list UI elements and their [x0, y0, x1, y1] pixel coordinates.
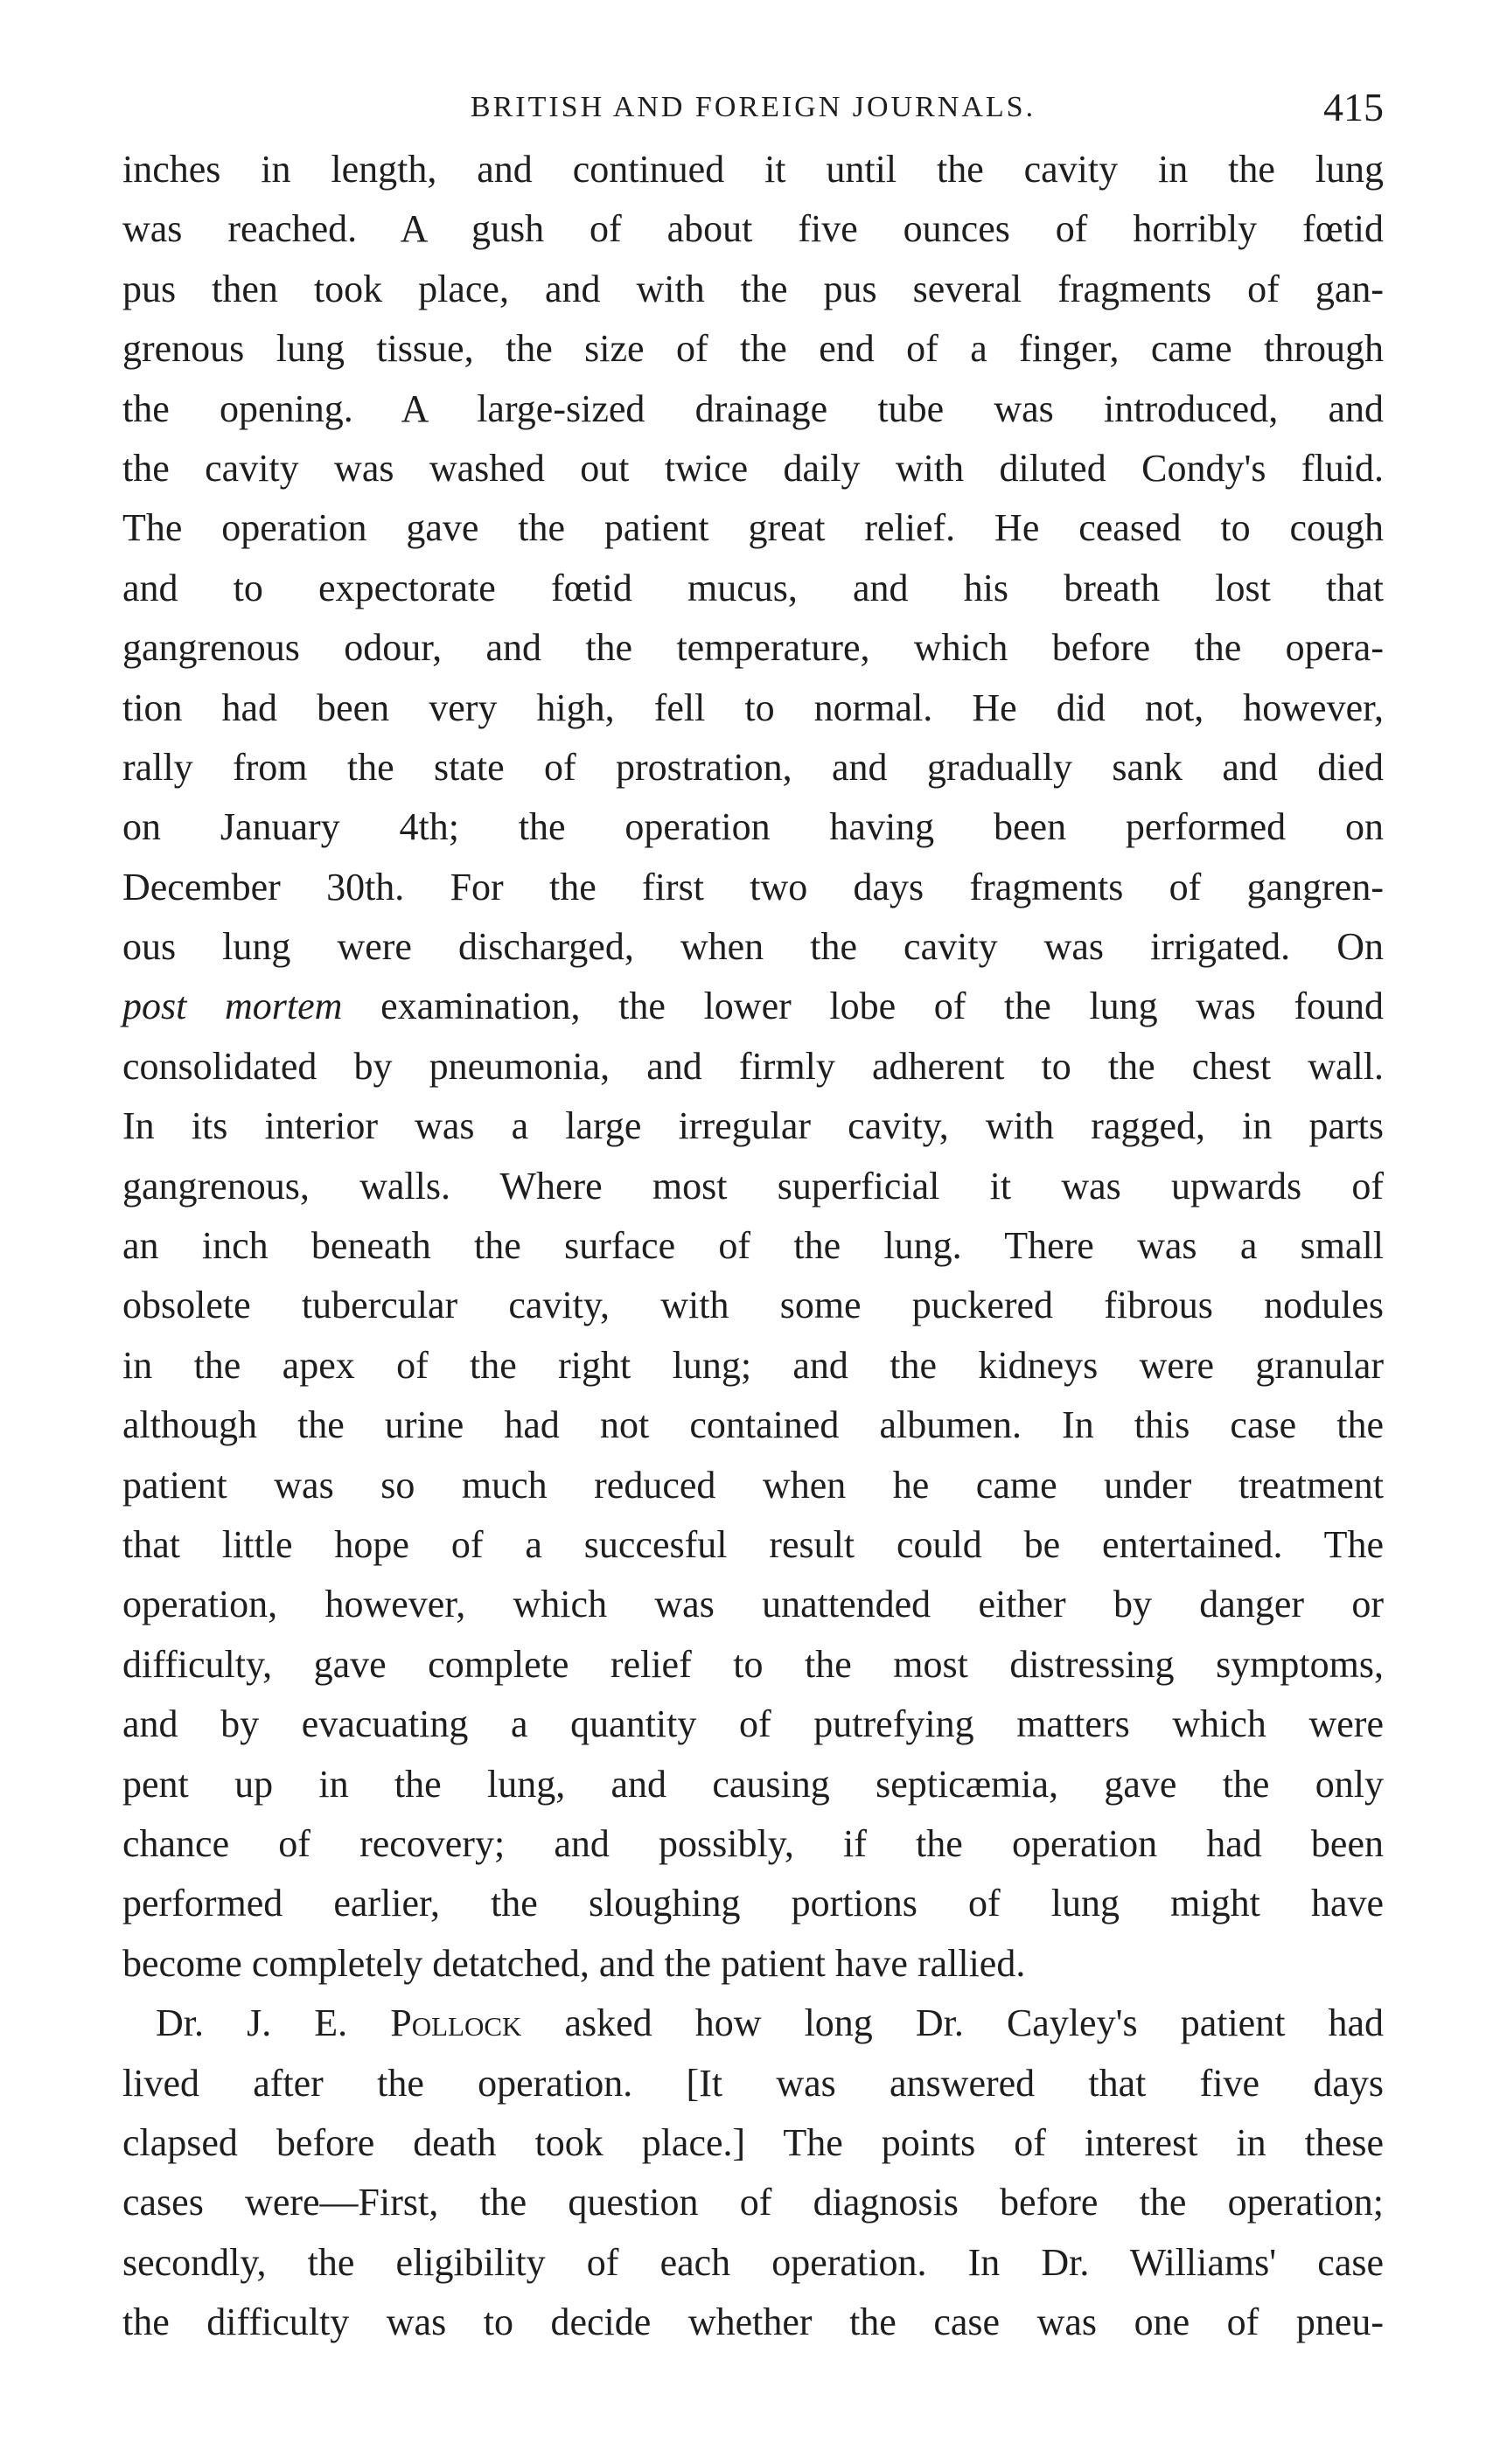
text-line: ous lung were discharged, when the cavity was irrigated. On [122, 925, 1384, 969]
text-line: the cavity was washed out twice daily with diluted Condy's fluid. [122, 446, 1384, 490]
text-line: In its interior was a large irregular cavity, with ragged, in parts [122, 1104, 1384, 1148]
text-line: clapsed before death took place.] The points of interest in these [122, 2120, 1384, 2164]
text-line: difficulty, gave complete relief to the most distressing symptoms, [122, 1642, 1384, 1686]
text-line: December 30th. For the first two days fragments of gangren- [122, 865, 1384, 908]
text-line: pent up in the lung, and causing septicæmia, gave the only [122, 1762, 1384, 1806]
text-line: cases were—First, the question of diagnosis before the operation; [122, 2181, 1384, 2224]
text-line-rest: examination, the lower lobe of the lung was found [380, 985, 1385, 1028]
italic-phrase: post mortem [122, 985, 343, 1028]
text-line: an inch beneath the surface of the lung. There was a small [122, 1224, 1384, 1268]
text-line: the opening. A large-sized drainage tube was introduced, and [122, 386, 1384, 430]
text-line: become completely detatched, and the patient have rallied. [122, 1941, 1026, 1985]
speaker-line-rest: asked how long Dr. Cayley's patient had [564, 2001, 1385, 2045]
text-line: although the urine had not contained albumen. In this case the [122, 1403, 1384, 1447]
text-line: on January 4th; the operation having been performed on [122, 805, 1384, 849]
text-line-speaker [122, 1994, 1384, 2053]
speaker-prefix: Dr. J. E. [156, 2001, 348, 2045]
text-line: that little hope of a succesful result could be entertained. The [122, 1522, 1384, 1566]
running-head [122, 84, 1384, 140]
text-line: was reached. A gush of about five ounces of horribly fœtid [122, 207, 1384, 251]
text-line: lived after the operation. [It was answered that five days [122, 2061, 1384, 2105]
text-line: performed earlier, the sloughing portions of lung might have [122, 1882, 1384, 1925]
text-line: rally from the state of prostration, and gradually sank and died [122, 745, 1384, 789]
page-number: 415 [1323, 85, 1384, 129]
text-line: secondly, the eligibility of each operation. In Dr. Williams' case [122, 2240, 1384, 2284]
text-line: grenous lung tissue, the size of the end of a finger, came through [122, 327, 1384, 371]
text-line: chance of recovery; and possibly, if the operation had been [122, 1821, 1384, 1865]
text-line: tion had been very high, fell to normal. He did not, however, [122, 686, 1384, 729]
text-line: obsolete tubercular cavity, with some puckered fibrous nodules [122, 1284, 1384, 1327]
text-line: patient was so much reduced when he came under treatment [122, 1463, 1384, 1507]
text-line-post-mortem [122, 977, 1384, 1036]
running-title: BRITISH AND FOREIGN JOURNALS. [470, 91, 1036, 123]
text-line: in the apex of the right lung; and the kidneys were granular [122, 1343, 1384, 1387]
speaker-name: Pollock [390, 2001, 522, 2045]
text-line: and to expectorate fœtid mucus, and his breath lost that [122, 566, 1384, 609]
text-line: gangrenous odour, and the temperature, which before the opera- [122, 626, 1384, 670]
text-line: and by evacuating a quantity of putrefying matters which were [122, 1702, 1384, 1746]
text-line: The operation gave the patient great relief. He ceased to cough [122, 506, 1384, 550]
text-line: the difficulty was to decide whether the case was one of pneu- [122, 2300, 1384, 2344]
text-line: inches in length, and continued it until the cavity in the lung [122, 148, 1384, 191]
paragraph-discussion [122, 1994, 1384, 2352]
document-page [122, 84, 1384, 2352]
paragraph-case-report [122, 140, 1384, 1994]
text-line: consolidated by pneumonia, and firmly adherent to the chest wall. [122, 1044, 1384, 1088]
text-line: gangrenous, walls. Where most superficial it was upwards of [122, 1164, 1384, 1208]
text-line: pus then took place, and with the pus several fragments of gan- [122, 267, 1384, 310]
text-line: operation, however, which was unattended either by danger or [122, 1583, 1384, 1626]
